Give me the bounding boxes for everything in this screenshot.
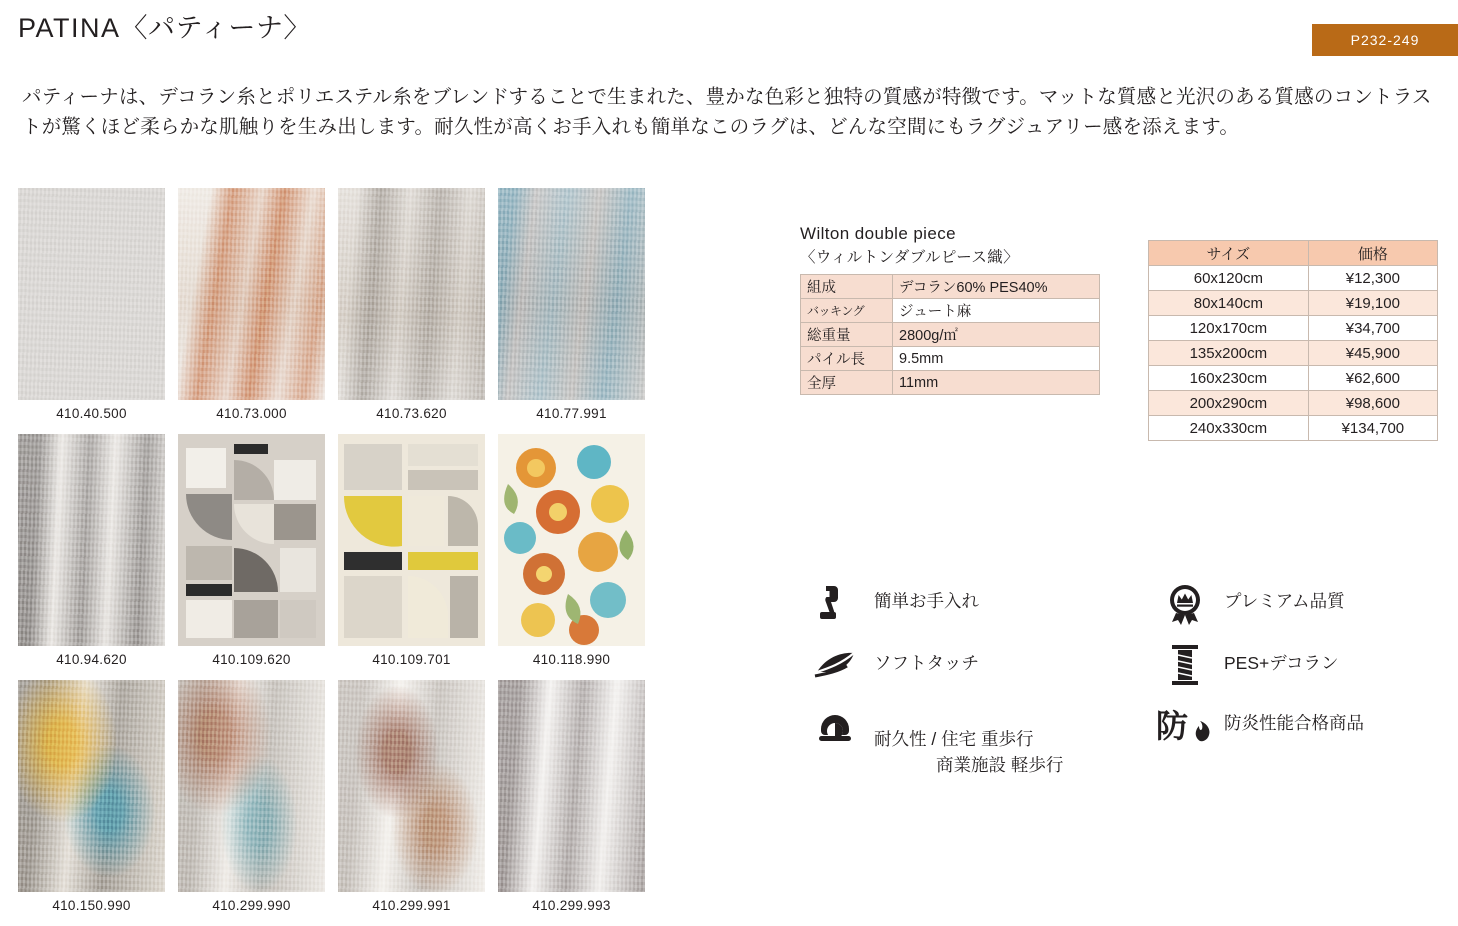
swatch-code: 410.73.000 [216,406,287,421]
price-value: ¥34,700 [1308,316,1437,341]
spec-key: 総重量 [801,323,893,347]
swatch-cell[interactable] [178,680,338,913]
intro-paragraph: パティーナは、デコラン糸とポリエステル糸をブレンドすることで生まれた、豊かな色彩と独特の質感が特徴です。マットな質感と光沢のある質感のコントラストが驚くほど柔らかな肌触りを生み出します。耐久性が高くお手入れも簡単なこのラグは、どんな空間にもラグジュアリー感を添えます。 [22,86,1432,139]
swatch-cell[interactable] [178,434,338,667]
price-header-size: サイズ [1149,241,1309,266]
swatch-code: 410.73.620 [376,406,447,421]
page-title-jp: 〈パティーナ〉 [120,13,311,43]
table-header-row [1149,241,1438,266]
swatch-row [18,680,658,913]
swatch-cell[interactable] [498,680,658,913]
spec-key: パイル長 [801,347,893,371]
rug-image [338,188,485,400]
feature-item-premium [1162,580,1345,626]
price-value: ¥45,900 [1308,341,1437,366]
price-header-price: 価格 [1308,241,1437,266]
table-row [1149,341,1438,366]
swatch-code: 410.77.991 [536,406,607,421]
spec-key: バッキング [801,299,893,323]
spec-key: 全厚 [801,371,893,395]
feature-label: 防炎性能合格商品 [1224,713,1364,733]
swatch-cell[interactable] [338,680,498,913]
feather-icon [812,642,858,688]
fireproof-icon [1156,702,1208,748]
table-row [1149,366,1438,391]
swatch-code: 410.118.990 [532,652,611,667]
price-value: ¥98,600 [1308,391,1437,416]
spec-key: 組成 [801,275,893,299]
swatch-cell[interactable] [18,680,178,913]
table-row [1149,291,1438,316]
table-row [801,371,1100,395]
feature-item-soft-touch [812,642,979,688]
spec-value: デコラン60% PES40% [893,275,1100,299]
price-value: ¥62,600 [1308,366,1437,391]
svg-text:防: 防 [1156,708,1189,744]
table-row [801,347,1100,371]
swatch-cell[interactable] [498,434,658,667]
table-row [801,275,1100,299]
feature-label: プレミアム品質 [1224,591,1345,611]
medal-icon [1162,580,1208,626]
spec-title-en: Wilton double piece [800,224,956,243]
price-size: 80x140cm [1149,291,1309,316]
spec-title [800,222,1019,269]
durability-icon [812,702,858,748]
page-code-badge: P232-249 [1312,24,1458,56]
rug-image [498,188,645,400]
feature-label-line2: 商業施設 軽歩行 [936,754,1064,775]
swatch-code: 410.150.990 [52,898,131,913]
swatch-cell[interactable] [18,434,178,667]
rug-image [18,188,165,400]
swatch-code: 410.299.993 [532,898,611,913]
spec-title-jp: 〈ウィルトンダブルピース織〉 [800,248,1020,266]
swatch-cell[interactable] [338,434,498,667]
spec-table [800,274,1100,395]
rug-image [338,680,485,892]
spool-icon [1162,642,1208,688]
page-title [18,6,311,45]
swatch-cell[interactable] [178,188,338,421]
page-title-en: PATINA [18,13,121,43]
swatch-cell[interactable] [498,188,658,421]
swatch-code: 410.299.991 [372,898,451,913]
feature-label: PES+デコラン [1224,653,1339,673]
swatch-row [18,434,658,667]
rug-image [178,680,325,892]
feature-label-line1: 耐久性 / 住宅 重歩行 [874,729,1034,750]
spec-value: ジュート麻 [893,299,1100,323]
table-row [1149,416,1438,441]
price-size: 135x200cm [1149,341,1309,366]
swatch-code: 410.94.620 [56,652,127,667]
price-size: 240x330cm [1149,416,1309,441]
price-size: 160x230cm [1149,366,1309,391]
swatch-code: 410.109.620 [212,652,291,667]
rug-image [18,434,165,646]
spec-value: 11mm [893,371,1100,395]
feature-item-easy-care [812,580,979,626]
swatch-grid [18,188,658,926]
price-value: ¥134,700 [1308,416,1437,441]
price-value: ¥19,100 [1308,291,1437,316]
feature-label: 簡単お手入れ [874,591,979,611]
swatch-code: 410.299.990 [212,898,291,913]
spec-value: 9.5mm [893,347,1100,371]
feature-item-durability [812,702,1063,804]
feature-label [874,702,1063,804]
rug-image [18,680,165,892]
feature-item-fireproof [1156,702,1364,748]
price-table [1148,240,1438,441]
price-size: 120x170cm [1149,316,1309,341]
feature-label: ソフトタッチ [874,653,979,673]
swatch-code: 410.109.701 [372,652,451,667]
swatch-cell[interactable] [18,188,178,421]
swatch-cell[interactable] [338,188,498,421]
table-row [1149,266,1438,291]
rug-image [498,680,645,892]
table-row [1149,391,1438,416]
rug-image [178,434,325,646]
rug-image [178,188,325,400]
table-row [801,323,1100,347]
price-size: 60x120cm [1149,266,1309,291]
vacuum-icon [812,580,858,626]
swatch-code: 410.40.500 [56,406,127,421]
rug-image [338,434,485,646]
table-row [1149,316,1438,341]
price-size: 200x290cm [1149,391,1309,416]
swatch-row [18,188,658,421]
feature-item-material [1162,642,1339,688]
rug-image [498,434,645,646]
spec-value: 2800g/㎡ [893,323,1100,347]
table-row [801,299,1100,323]
price-value: ¥12,300 [1308,266,1437,291]
